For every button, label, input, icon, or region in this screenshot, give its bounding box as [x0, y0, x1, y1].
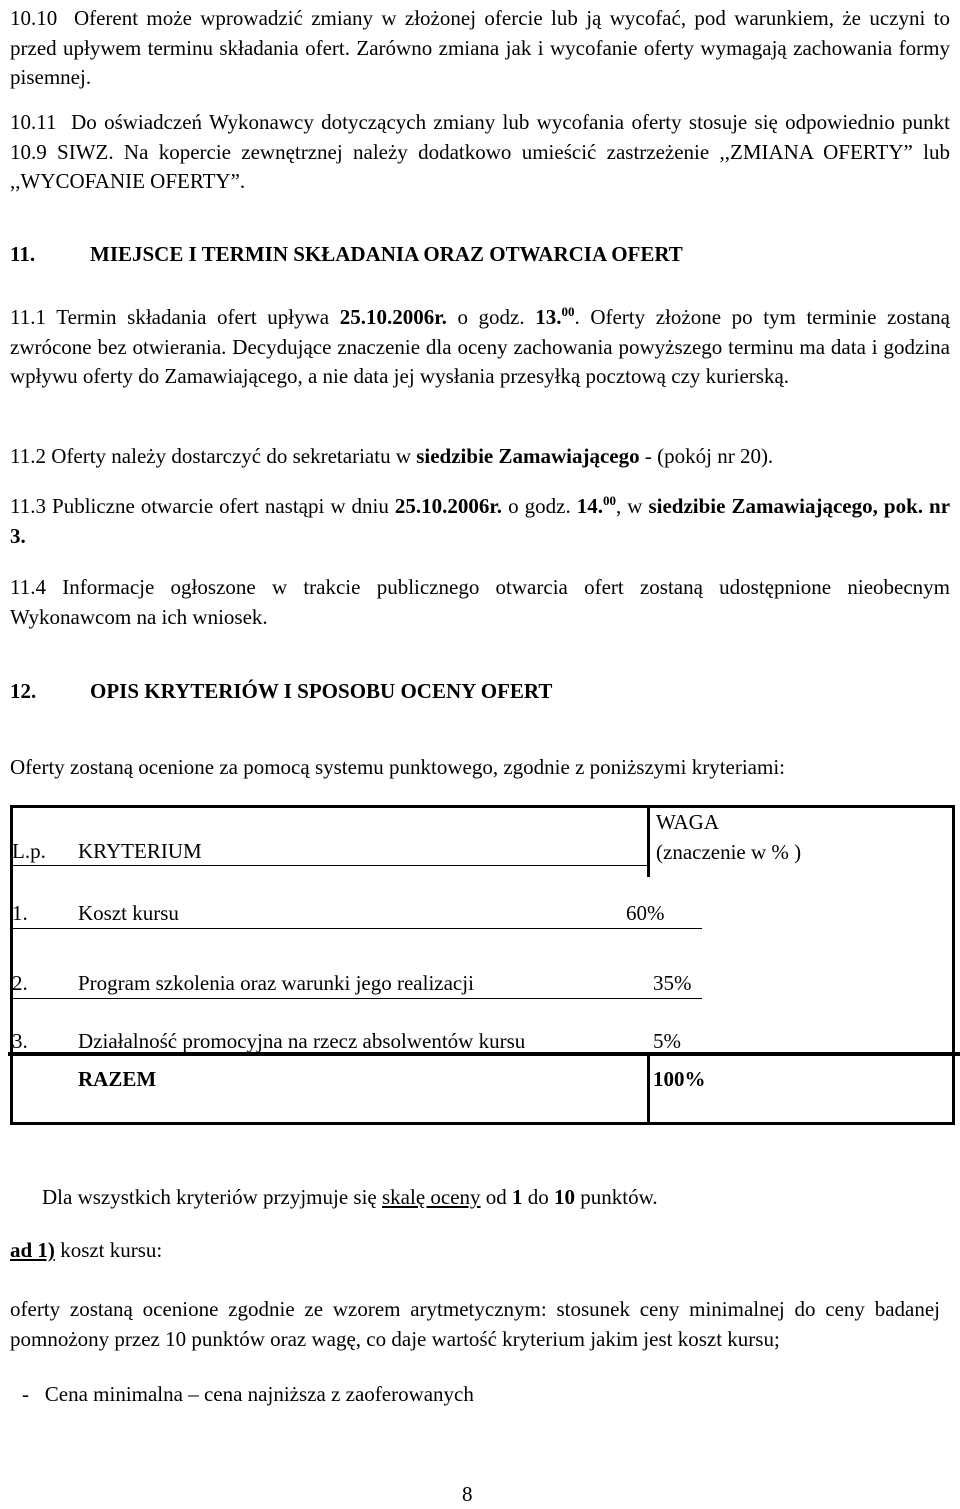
scale-sentence: [42, 1183, 942, 1213]
criteria-table: [10, 805, 955, 1125]
row-underline: [12, 928, 702, 929]
paragraph-text: Dla wszystkich kryteriów przyjmuje się: [42, 1185, 377, 1209]
page-number: 8: [462, 1482, 473, 1506]
formula-paragraph: oferty zostaną ocenione zgodnie ze wzorem arytmetycznym: stosunek ceny minimalnej do ceny badanej pomnożony przez 10 punktów oraz wagę, co daje wartość kryterium jakim jest koszt kursu;: [10, 1297, 940, 1351]
bullet-item: [22, 1380, 942, 1410]
table-border-bottom: [10, 1122, 955, 1125]
paragraph-number: 10.11: [10, 110, 57, 134]
header-waga: WAGA: [656, 810, 719, 834]
paragraph-11-4: [10, 573, 950, 632]
section-number: 11.: [10, 242, 36, 266]
row-2-lp: 2.: [12, 971, 28, 995]
ad1-title: koszt kursu:: [60, 1238, 163, 1262]
paragraph-bold-text: siedzibie Zamawiającego, pok. nr 3.: [10, 494, 951, 548]
header-waga-note: (znaczenie w % ): [656, 840, 802, 864]
section-number: 12.: [10, 679, 37, 703]
paragraph-text: o godz.: [508, 494, 571, 518]
opening-hour: 14.: [576, 494, 603, 518]
row-1-lp: 1.: [12, 901, 28, 925]
paragraph-10-10: [10, 4, 950, 93]
deadline-date: 25.10.2006r.: [339, 305, 447, 329]
opening-minutes: 00: [602, 493, 616, 508]
header-underline: [12, 865, 647, 866]
paragraph-12-intro: Oferty zostaną ocenione za pomocą systemu punktowego, zgodnie z poniższymi kryteriami:: [10, 755, 786, 779]
ad1-heading: [10, 1236, 950, 1266]
paragraph-text: o godz.: [457, 305, 525, 329]
row-2-waga: 35%: [653, 971, 692, 995]
paragraph-text: punktów.: [580, 1185, 658, 1209]
row-3-waga: 5%: [653, 1029, 681, 1053]
paragraph-text: Do oświadczeń Wykonawcy dotyczących zmiany lub wycofania oferty stosuje się odpowiednio punkt 10.9 SIWZ. Na kopercie zewnętrznej należy dodatkowo umieścić zastrzeżenie ,,ZMIANA OFERTY” lub ,,WYCOFANIE OFERTY”.: [10, 110, 950, 193]
paragraph-text: , w: [615, 494, 643, 518]
paragraph-10-11: [10, 108, 950, 197]
scale-to: 10: [554, 1185, 576, 1209]
section-heading-11: [10, 240, 683, 270]
section-title: OPIS KRYTERIÓW I SPOSOBU OCENY OFERT: [90, 679, 553, 703]
table-border-right: [952, 805, 955, 1125]
scale-underlined: skalę oceny: [382, 1185, 481, 1209]
paragraph-text: Informacje ogłoszone w trakcie publicznego otwarcia ofert zostaną udostępnione nieobecnym Wykonawcom na ich wniosek.: [10, 575, 950, 629]
paragraph-number: 11.4: [10, 575, 46, 599]
deadline-minutes: 00: [561, 304, 575, 319]
paragraph-number: 11.3: [10, 494, 46, 518]
section-heading-12: [10, 677, 552, 707]
row-2-kryterium: Program szkolenia oraz warunki jego realizacji: [78, 971, 474, 995]
paragraph-text: Publiczne otwarcie ofert nastąpi w dniu: [52, 494, 389, 518]
paragraph-text: - (pokój nr 20).: [644, 444, 774, 468]
paragraph-11-2: [10, 442, 950, 472]
table-border-top: [10, 805, 955, 808]
paragraph-number: 11.1: [10, 305, 46, 329]
paragraph-text: . Oferty złożone po tym terminie zostaną zwrócone bez otwierania. Decydujące znaczenie dla oceny zachowania powyższego terminu ma data i godzina wpływu oferty do Zamawiającego, a nie data jej wysłania przesyłką pocztową czy kurierską.: [10, 305, 950, 388]
header-kryterium: KRYTERIUM: [78, 839, 202, 863]
row-underline: [12, 998, 702, 999]
total-waga: 100%: [653, 1067, 706, 1091]
bullet-dash: -: [22, 1382, 29, 1406]
row-1-waga: 60%: [626, 901, 665, 925]
paragraph-text: Termin składania ofert upływa: [56, 305, 330, 329]
table-col-separator: [647, 1052, 650, 1125]
row-3-lp: 3.: [12, 1029, 28, 1053]
paragraph-text: Oferty należy dostarczyć do sekretariatu w: [51, 444, 411, 468]
row-3-kryterium: Działalność promocyjna na rzecz absolwentów kursu: [78, 1029, 526, 1053]
total-label: RAZEM: [78, 1067, 157, 1091]
paragraph-number: 11.2: [10, 444, 46, 468]
paragraph-text: od: [485, 1185, 507, 1209]
paragraph-text: do: [527, 1185, 549, 1209]
header-lp: L.p.: [12, 839, 46, 863]
paragraph-11-3: [10, 492, 950, 551]
scale-from: 1: [512, 1185, 523, 1209]
ad1-label: ad 1): [10, 1238, 55, 1262]
paragraph-bold-text: siedzibie Zamawiającego: [416, 444, 640, 468]
paragraph-11-1: [10, 303, 950, 392]
bullet-text: Cena minimalna – cena najniższa z zaoferowanych: [44, 1382, 474, 1406]
paragraph-text: Oferent może wprowadzić zmiany w złożonej ofercie lub ją wycofać, pod warunkiem, że uczyni to przed upływem terminu składania ofert. Zarówno zmiana jak i wycofanie oferty wymagają zachowania formy pisemnej.: [10, 6, 950, 89]
deadline-hour: 13.: [535, 305, 562, 329]
paragraph-number: 10.10: [10, 6, 58, 30]
row-1-kryterium: Koszt kursu: [78, 901, 179, 925]
opening-date: 25.10.2006r.: [394, 494, 503, 518]
section-title: MIEJSCE I TERMIN SKŁADANIA ORAZ OTWARCIA OFERT: [90, 242, 683, 266]
table-col-separator: [647, 805, 650, 877]
